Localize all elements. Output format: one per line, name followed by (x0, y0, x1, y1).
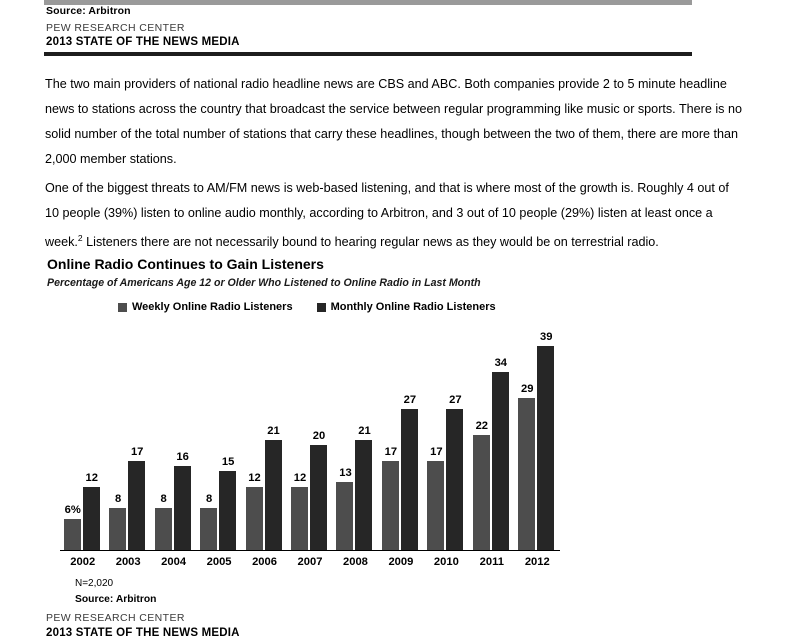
chart-bar-value-label: 13 (339, 466, 352, 479)
chart-bar (473, 435, 490, 550)
chart-bar-group (518, 330, 556, 550)
top-divider (44, 0, 692, 5)
chart-bar (219, 471, 236, 550)
chart-bar-value-label: 8 (160, 493, 167, 506)
chart-x-tick-label: 2005 (206, 556, 232, 568)
chart-bar (518, 398, 535, 550)
header-source-label: Source: Arbitron (46, 5, 131, 17)
chart-bar-value-label: 27 (449, 393, 462, 406)
chart-source-note: Source: Arbitron (75, 594, 157, 605)
chart-bar-group (427, 330, 465, 550)
chart-bar-group (109, 330, 147, 550)
header-divider (44, 52, 692, 56)
chart-bar (109, 508, 126, 550)
chart-x-axis (60, 550, 560, 551)
chart-x-tick-label: 2009 (388, 556, 414, 568)
chart-bar-value-label: 29 (521, 383, 534, 396)
chart-bar (355, 440, 372, 550)
chart-bar-value-label: 20 (312, 430, 326, 443)
legend-label-weekly: Weekly Online Radio Listeners (132, 301, 293, 313)
chart-bar-value-label: 16 (176, 451, 189, 464)
chart-bar (265, 440, 282, 550)
chart-bar-group (473, 330, 511, 550)
legend-item-weekly (118, 301, 293, 313)
footnote-marker: 2 (77, 233, 83, 243)
chart-bar (446, 409, 463, 550)
body-paragraph-2-text-after: Listeners there are not necessarily bound to hearing regular news as they would be on terrestrial radio. (82, 235, 659, 250)
legend-item-monthly (317, 301, 496, 313)
chart-bar (291, 487, 308, 550)
chart-legend (118, 301, 496, 313)
chart-x-tick-label: 2004 (161, 556, 187, 568)
chart-bar (246, 487, 263, 550)
chart-x-tick-labels (60, 556, 560, 574)
chart-bar-group (64, 330, 102, 550)
chart-bar (382, 461, 399, 550)
chart-bar-group (246, 330, 284, 550)
body-paragraph-1: The two main providers of national radio headline news are CBS and ABC. Both companies provide 2 to 5 minute headline news to stations across the country that broadcast the service between regular programming like music or sports. There is no solid number of the total number of stations that carry these headlines, though between the two of them, there are more than 2,000 member stations. (45, 77, 742, 166)
chart-bar (128, 461, 145, 550)
chart-x-tick-label: 2008 (343, 556, 368, 568)
chart-x-tick-label: 2003 (115, 556, 141, 568)
chart-bar-group (336, 330, 374, 550)
chart-bar (336, 482, 353, 550)
chart-bar-value-label: 39 (540, 330, 553, 343)
chart-bar-value-label: 12 (248, 472, 261, 485)
chart-bar-value-label: 17 (430, 445, 443, 458)
chart-bar-value-label: 27 (403, 393, 417, 406)
legend-swatch-monthly-icon (317, 303, 326, 312)
chart-bar-value-label: 8 (115, 493, 122, 506)
chart-subtitle: Percentage of Americans Age 12 or Older Who Listened to Online Radio in Last Month (47, 277, 481, 289)
chart-bar (401, 409, 418, 550)
chart-x-tick-label: 2007 (297, 556, 323, 568)
legend-label-monthly: Monthly Online Radio Listeners (330, 301, 496, 313)
footer-organization: PEW RESEARCH CENTER (46, 612, 185, 624)
chart-bar (174, 466, 191, 550)
chart-bar-value-label: 12 (85, 472, 98, 485)
chart-bar (492, 372, 509, 550)
chart-bar-group (382, 330, 420, 550)
chart-title: Online Radio Continues to Gain Listeners (47, 256, 324, 272)
body-paragraph-2-text: One of the biggest threats to AM/FM news is web-based listening, and that is where most of the growth is. Roughly 4 out of 10 people (39%) listen to online audio monthly, according to Arbitron, and 3 out of 10 people (29%) listen at least once a week. (45, 181, 729, 250)
chart-bar (200, 508, 217, 550)
chart-bar-value-label: 6% (64, 503, 81, 516)
chart-bar (83, 487, 100, 550)
chart-bar-value-label: 12 (293, 472, 307, 485)
chart-bar (64, 519, 81, 550)
chart-bar-group (200, 330, 238, 550)
legend-swatch-weekly-icon (118, 303, 127, 312)
chart-bar-group (155, 330, 193, 550)
chart-sample-size-note: N=2,020 (75, 578, 114, 589)
chart-x-tick-label: 2006 (252, 556, 277, 568)
chart-bar (310, 445, 327, 550)
chart-x-tick-label: 2010 (433, 556, 459, 568)
body-paragraph-2 (45, 176, 745, 255)
header-report-title: 2013 STATE OF THE NEWS MEDIA (46, 36, 240, 48)
chart-bar-value-label: 21 (358, 425, 371, 437)
header-organization: PEW RESEARCH CENTER (46, 22, 185, 34)
chart-bar-value-label: 34 (494, 356, 508, 369)
chart-plot-area (60, 330, 560, 550)
chart-bar (537, 346, 554, 550)
footer-report-title: 2013 STATE OF THE NEWS MEDIA (46, 627, 240, 639)
chart-x-tick-label: 2002 (70, 556, 96, 568)
chart-bar-value-label: 22 (475, 419, 489, 432)
chart-bar (155, 508, 172, 550)
chart-bar-group (291, 330, 329, 550)
chart-bar-value-label: 8 (205, 493, 213, 506)
chart-bar-value-label: 15 (221, 456, 235, 469)
chart-bar-value-label: 17 (384, 445, 398, 458)
chart-bar-value-label: 17 (130, 445, 144, 458)
chart-x-tick-label: 2012 (524, 556, 550, 568)
chart-x-tick-label: 2011 (479, 556, 504, 568)
chart-bar-value-label: 21 (267, 425, 280, 437)
chart-bar (427, 461, 444, 550)
